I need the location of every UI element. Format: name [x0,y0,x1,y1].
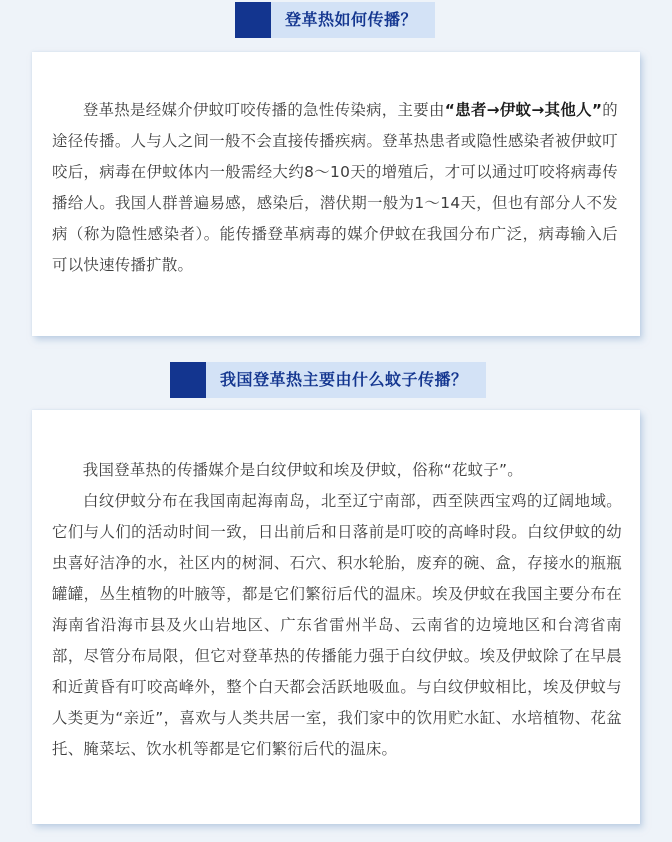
transmission-route-bold: “患者→伊蚊→其他人” [444,101,603,119]
section-2-card [32,410,640,824]
para-text-after-bold: 的途径传播。人与人之间一般不会直接传播疾病。登革热患者或隐性感染者被伊蚊叮咬后，病毒在伊蚊体内一般需经大约8～10天的增殖后，才可以通过叮咬将病毒传播给人。我国人群普遍易感，感染后，潜伏期一般为1～14天，但也有部分人不发病（称为隐性感染者）。能传播登革病毒的媒介伊蚊在我国分布广泛，病毒输入后可以快速传播扩散。 [52,101,618,274]
heading-marker-square [235,2,271,38]
section-1-title: 登革热如何传播？ [271,2,435,38]
heading-marker-square [170,362,206,398]
paragraph-2-text: 白纹伊蚊分布在我国南起海南岛，北至辽宁南部，西至陕西宝鸡的辽阔地域。它们与人们的活动时间一致，日出前后和日落前是叮咬的高峰时段。白纹伊蚊的幼虫喜好洁净的水，社区内的树洞、石穴、积水轮胎，废弃的碗、盒，存接水的瓶瓶罐罐，丛生植物的叶腋等，都是它们繁衍后代的温床。埃及伊蚊在我国主要分布在海南省沿海市县及火山岩地区、广东省雷州半岛、云南省的边境地区和台湾省南部，尽管分布局限，但它对登革热的传播能力强于白纹伊蚊。埃及伊蚊除了在早晨和近黄昏有叮咬高峰外，整个白天都会活跃地吸血。与白纹伊蚊相比，埃及伊蚊与人类更为“亲近”，喜欢与人类共居一室，我们家中的饮用贮水缸、水培植物、花盆托、腌菜坛、饮水机等都是它们繁衍后代的温床。 [52,492,622,758]
section-1-heading [235,2,435,38]
section-2-paragraph-1 [52,455,622,486]
section-1-paragraph [52,95,618,281]
section-2-paragraph-2 [52,486,622,765]
section-2-title: 我国登革热主要由什么蚊子传播？ [206,362,486,398]
paragraph-1-text: 我国登革热的传播媒介是白纹伊蚊和埃及伊蚊，俗称“花蚊子”。 [82,461,523,479]
section-1-body [52,95,618,281]
section-2-body [52,455,622,765]
section-1-card [32,52,640,336]
para-text-before-bold: 登革热是经媒介伊蚊叮咬传播的急性传染病，主要由 [82,101,445,119]
section-2-heading [170,362,486,398]
